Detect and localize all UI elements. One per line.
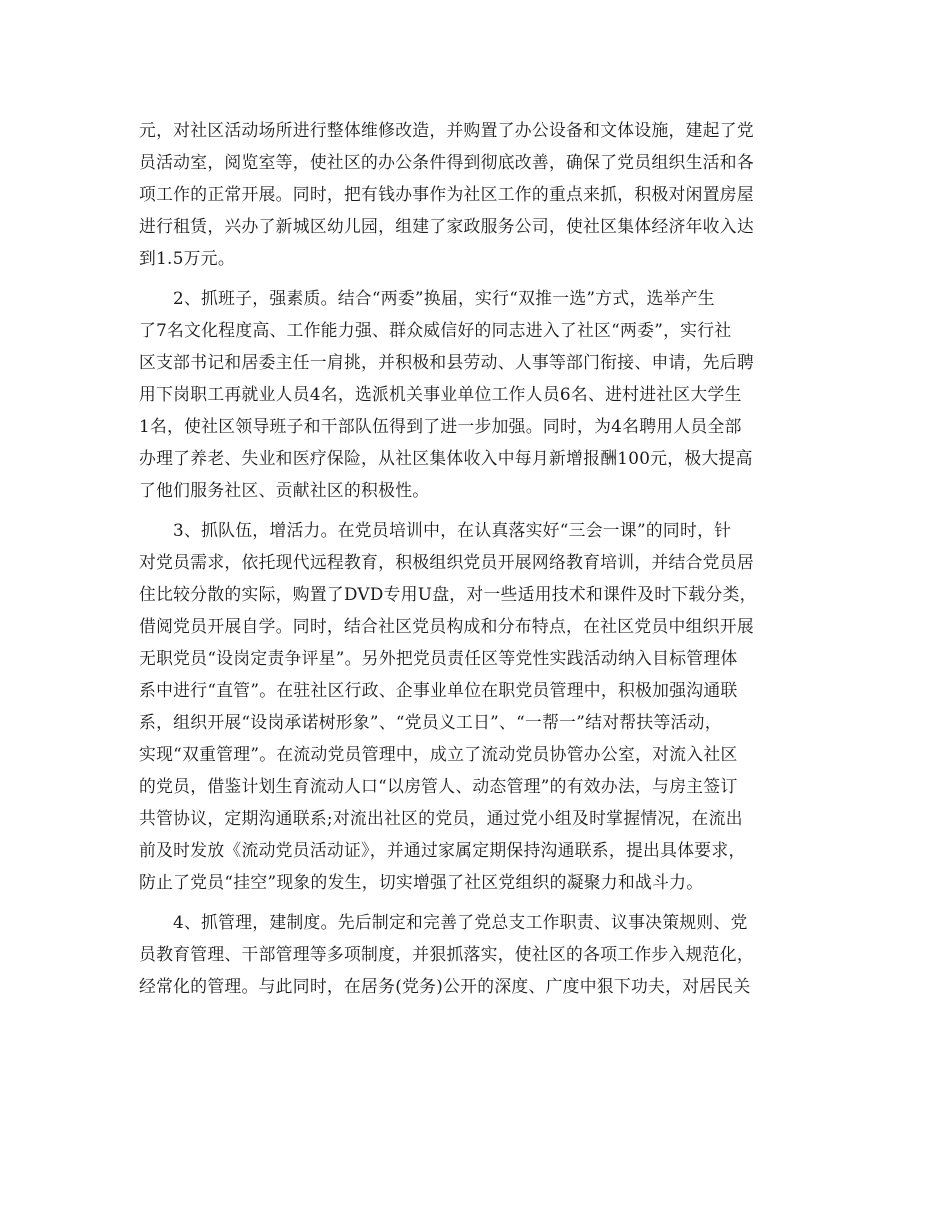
text-line: 员活动室，阅览室等，使社区的办公条件得到彻底改善，确保了党员组织生活和各 [139, 152, 754, 172]
text-line: 到1.5万元。 [139, 248, 235, 268]
text-line: 无职党员“设岗定责争评星”。另外把党员责任区等党性实践活动纳入目标管理体 [139, 648, 738, 668]
text-line: 办理了养老、失业和医疗保险，从社区集体收入中每月新增报酬100元，极大提高 [139, 448, 753, 468]
paragraph-1 [139, 114, 811, 274]
text-line: 系，组织开展“设岗承诺树形象”、“党员义工日”、“一帮一”结对帮扶等活动， [139, 712, 722, 732]
paragraph-4 [139, 906, 811, 1002]
paragraph-3 [139, 514, 811, 898]
text-line: 元，对社区活动场所进行整体维修改造，并购置了办公设备和文体设施，建起了党 [139, 120, 754, 140]
text-line: 项工作的正常开展。同时，把有钱办事作为社区工作的重点来抓，积极对闲置房屋 [139, 184, 754, 204]
document-body [139, 114, 811, 1002]
text-line: 3、抓队伍，增活力。在党员培训中，在认真落实好“三会一课”的同时，针 [173, 520, 732, 540]
text-line: 了他们服务社区、贡献社区的积极性。 [139, 480, 430, 500]
text-line: 共管协议，定期沟通联系;对流出社区的党员，通过党小组及时掌握情况，在流出 [139, 808, 743, 828]
text-line: 对党员需求，依托现代远程教育，积极组织党员开展网络教育培训，并结合党员居 [139, 552, 754, 572]
text-line: 员教育管理、干部管理等多项制度，并狠抓落实，使社区的各项工作步入规范化， [139, 944, 754, 964]
text-line: 经常化的管理。与此同时，在居务(党务)公开的深度、广度中狠下功夫，对居民关 [139, 976, 751, 996]
text-line: 2、抓班子，强素质。结合“两委”换届，实行“双推一选”方式，选举产生 [173, 288, 715, 308]
text-line: 的党员，借鉴计划生育流动人口“以房管人、动态管理”的有效办法，与房主签订 [139, 776, 738, 796]
text-line: 了7名文化程度高、工作能力强、群众威信好的同志进入了社区“两委”，实行社 [139, 320, 732, 340]
text-line: 区支部书记和居委主任一肩挑，并积极和县劳动、人事等部门衔接、申请，先后聘 [139, 352, 754, 372]
text-line: 借阅党员开展自学。同时，结合社区党员构成和分布特点，在社区党员中组织开展 [139, 616, 754, 636]
text-line: 实现“双重管理”。在流动党员管理中，成立了流动党员协管办公室，对流入社区 [139, 744, 738, 764]
text-line: 前及时发放《流动党员活动证》，并通过家属定期保持沟通联系，提出具体要求， [139, 840, 746, 860]
text-line: 4、抓管理，建制度。先后制定和完善了党总支工作职责、议事决策规则、党 [173, 912, 748, 932]
text-line: 进行租赁，兴办了新城区幼儿园，组建了家政服务公司，使社区集体经济年收入达 [139, 216, 754, 236]
text-line: 1名，使社区领导班子和干部队伍得到了进一步加强。同时，为4名聘用人员全部 [139, 416, 742, 436]
text-line: 系中进行“直管”。在驻社区行政、企事业单位在职党员管理中，积极加强沟通联 [139, 680, 738, 700]
text-line: 用下岗职工再就业人员4名，选派机关事业单位工作人员6名、进村进社区大学生 [139, 384, 742, 404]
text-line: 防止了党员“挂空”现象的发生，切实增强了社区党组织的凝聚力和战斗力。 [139, 872, 704, 892]
paragraph-2 [139, 282, 811, 506]
text-line: 住比较分散的实际，购置了DVD专用U盘，对一些适用技术和课件及时下载分类， [139, 584, 757, 604]
